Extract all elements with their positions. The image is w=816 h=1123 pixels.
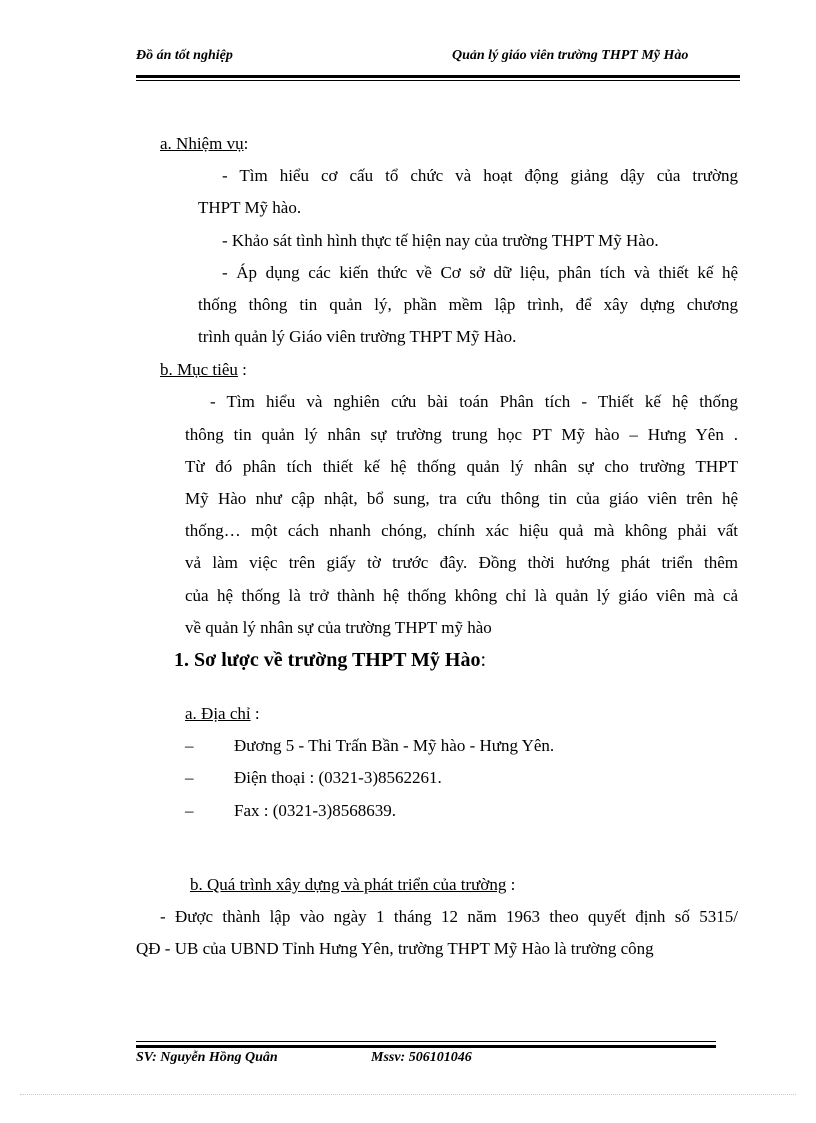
address-bullet-3: – [185, 801, 194, 820]
history-line-2: QĐ - UB của UBND Tỉnh Hưng Yên, trường THPT Mỹ Hào là trường công [136, 939, 654, 958]
section-a-line-5: thống thông tin quản lý, phần mềm lập trình, để xây dựng chương [198, 295, 738, 314]
address-bullet-2: – [185, 768, 194, 787]
section-b-line-7: của hệ thống là trở thành hệ thống không chỉ là quản lý giáo viên mà cả [185, 586, 738, 605]
section-b-line-6: vả làm việc trên giấy tờ trước đây. Đồng thời hướng phát triển thêm [185, 553, 738, 572]
history-line-1: - Được thành lập vào ngày 1 tháng 12 năm 1963 theo quyết định số 5315/ [160, 907, 738, 926]
header-left: Đồ án tốt nghiệp [136, 48, 233, 63]
header-rule-thin [136, 80, 740, 81]
address-bullet-1: – [185, 736, 194, 755]
section-b-line-2: thông tin quản lý nhân sự trường trung học PT Mỹ hào – Hưng Yên . [185, 425, 738, 444]
address-heading: a. Địa chỉ : [185, 704, 260, 723]
footer-student-id: Mssv: 506101046 [371, 1050, 472, 1065]
address-item-1: Đương 5 - Thi Trấn Bần - Mỹ hào - Hưng Yên. [234, 736, 555, 755]
section-a-line-2: THPT Mỹ hào. [198, 198, 302, 217]
header-right: Quản lý giáo viên trường THPT Mỹ Hào [452, 48, 689, 63]
history-title: b. Quá trình xây dựng và phát triển của trường [190, 875, 507, 894]
footer-rule-thin [136, 1041, 716, 1042]
heading-1: 1. Sơ lược về trường THPT Mỹ Hào: [174, 649, 487, 671]
history-heading: b. Quá trình xây dựng và phát triển của trường : [190, 875, 516, 894]
address-item-2: Điện thoại : (0321-3)8562261. [234, 768, 442, 787]
section-a-line-6: trình quản lý Giáo viên trường THPT Mỹ Hào. [198, 327, 517, 346]
address-title: a. Địa chỉ [185, 704, 251, 723]
heading-1-text: 1. Sơ lược về trường THPT Mỹ Hào [174, 649, 481, 671]
footer-rule-thick [136, 1045, 716, 1048]
section-a-line-3: - Khảo sát tình hình thực tế hiện nay của trường THPT Mỹ Hào. [222, 231, 659, 250]
section-b-line-5: thống… một cách nhanh chóng, chính xác hiệu quả mà không phải vất [185, 521, 738, 540]
section-b-line-4: Mỹ Hào như cập nhật, bổ sung, tra cứu thông tin của giáo viên trên hệ [185, 489, 738, 508]
section-b-heading: b. Mục tiêu : [160, 360, 247, 379]
section-b-title: b. Mục tiêu [160, 360, 238, 379]
header-rule-thick [136, 75, 740, 78]
section-b-line-3: Từ đó phân tích thiết kế hệ thống quản lý nhân sự cho trường THPT [185, 457, 738, 476]
section-a-line-4: - Áp dụng các kiến thức về Cơ sở dữ liệu, phân tích và thiết kế hệ [222, 263, 738, 282]
section-b-line-1: - Tìm hiểu và nghiên cứu bài toán Phân tích - Thiết kế hệ thống [210, 392, 738, 411]
section-a-line-1: - Tìm hiểu cơ cấu tổ chức và hoạt động giảng dậy của trường [222, 166, 738, 185]
address-item-3: Fax : (0321-3)8568639. [234, 801, 396, 820]
section-a-heading: a. Nhiệm vụ: [160, 134, 249, 153]
footer-student: SV: Nguyễn Hồng Quân [136, 1050, 278, 1065]
section-b-line-8: về quản lý nhân sự của trường THPT mỹ hào [185, 618, 492, 637]
section-a-title: a. Nhiệm vụ [160, 134, 244, 153]
page-bottom-divider [20, 1094, 796, 1095]
